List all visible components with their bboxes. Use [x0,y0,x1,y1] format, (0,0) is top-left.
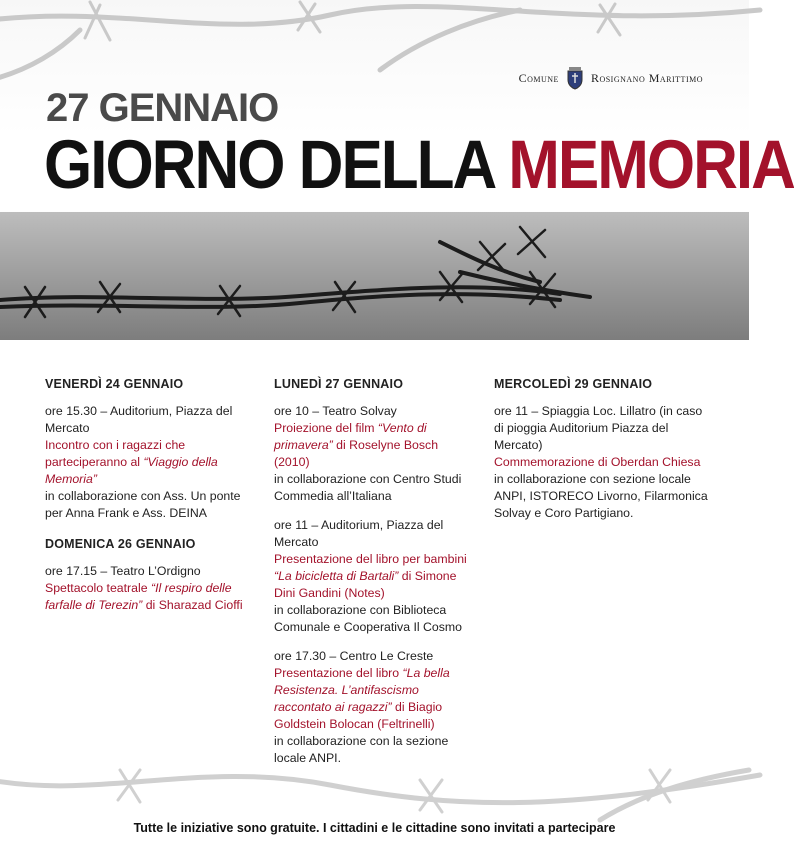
municipality-left: Comune [518,70,559,85]
event-title [45,580,250,614]
event-title-text: Presentazione del libro [274,666,403,680]
event-note: in collaborazione con la sezione locale ANPI. [274,734,449,765]
event-title-text: Proiezione del film [274,421,378,435]
schedule-column-2 [274,376,474,779]
municipality-label [519,66,703,90]
event-time-place: ore 15.30 – Auditorium, Piazza del Mercato [45,404,233,435]
event-time-place: ore 17.30 – Centro Le Creste [274,649,434,663]
event-title-italic: “Il respiro delle farfalle di Terezin” [45,581,232,612]
event-note: in collaborazione con Centro Studi Commedia all’Italiana [274,472,462,503]
event-time-place: ore 11 – Auditorium, Piazza del Mercato [274,518,444,549]
event-title-author: di Biagio Goldstein Bolocan (Feltrinelli) [274,700,443,731]
barbed-wire-decoration [0,212,749,340]
header-banner [0,0,794,340]
event-block [494,403,709,522]
event-title-text: Presentazione del libro per bambini [274,552,467,566]
event-title-italic: “La bicicletta di Bartali” [274,569,399,583]
event-title [45,437,250,488]
day-heading: VENERDÌ 24 GENNAIO [45,377,184,391]
barbed-wire-bottom [0,740,749,820]
event-note: in collaborazione con Biblioteca Comunale e Cooperativa Il Cosmo [274,603,462,634]
event-block [45,563,250,614]
day-heading: MERCOLEDÌ 29 GENNAIO [494,377,653,391]
schedule-column-3 [494,376,709,534]
event-title-author: di Sharazad Cioffi [142,598,243,612]
event-note: in collaborazione con Ass. Un ponte per Anna Frank e Ass. DEINA [45,489,241,520]
event-title-text: Incontro con i ragazzi che parteciperanno al [45,438,186,469]
municipality-right: Rosignano Marittimo [590,70,703,85]
event-title: Commemorazione di Oberdan Chiesa [494,455,701,469]
event-title-author: di Roselyne Bosch (2010) [274,438,439,469]
event-time-place: ore 11 – Spiaggia Loc. Lillatro (in caso di pioggia Auditorium Piazza del Mercato) [494,404,703,452]
title-part-2: MEMORIA [508,127,794,204]
event-title-italic: “Vento di primavera” [274,421,427,452]
day-heading: DOMENICA 26 GENNAIO [45,537,196,551]
event-title [274,551,474,602]
footer-note: Tutte le iniziative sono gratuite. I cittadini e le cittadine sono invitati a partecipare [133,821,616,835]
day-heading: LUNEDÌ 27 GENNAIO [274,377,404,391]
event-time-place: ore 10 – Teatro Solvay [274,404,397,418]
event-time-place: ore 17.15 – Teatro L’Ordigno [45,564,201,578]
event-title [274,420,474,471]
event-note: in collaborazione con sezione locale ANPI, ISTORECO Livorno, Filarmonica Solvay e Coro Partigiano. [494,472,708,520]
event-block [45,403,250,522]
event-block [274,517,474,636]
event-block [274,403,474,505]
barbed-wire-photo [0,212,749,340]
schedule-column-1 [45,376,250,626]
event-title-author: di Simone Dini Gandini (Notes) [274,569,457,600]
event-title-text: Spettacolo teatrale [45,581,151,595]
event-title-italic: “La bella Resistenza. L’antifascismo raccontato ai ragazzi” [274,666,450,714]
page-title [44,127,794,204]
municipal-crest-icon [565,66,585,90]
event-date: 27 GENNAIO [46,86,279,130]
title-part-1: GIORNO DELLA [44,127,509,204]
event-title [274,665,474,733]
event-title-italic: “Viaggio della Memoria” [45,455,218,486]
